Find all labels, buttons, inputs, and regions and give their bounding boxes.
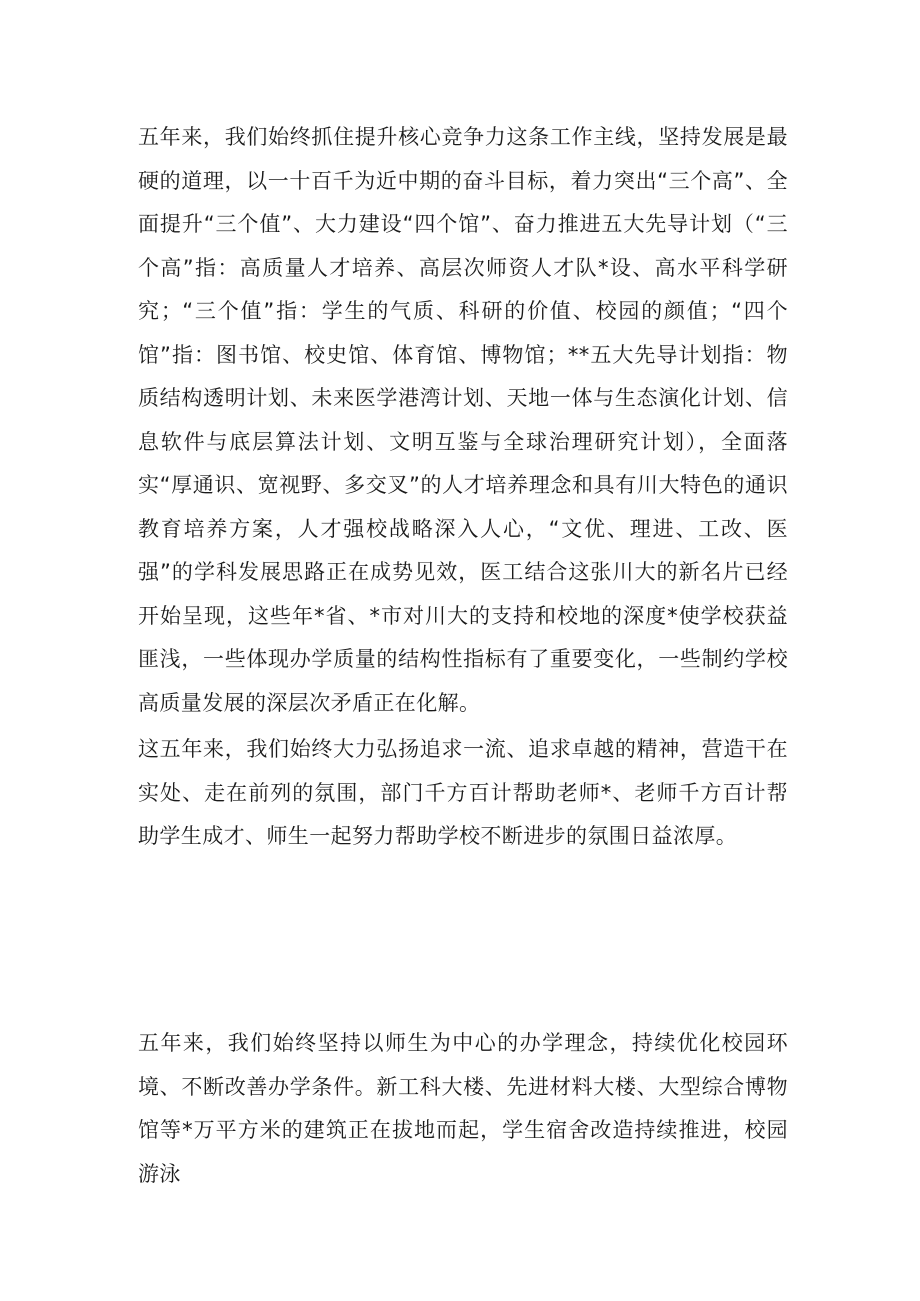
paragraph-core-competitiveness: 五年来，我们始终抓住提升核心竞争力这条工作主线，坚持发展是最硬的道理，以一十百千为近中期的奋斗目标，着力突出“三个高”、全面提升“三个值”、大力建设“四个馆”、奋力推进五大先导计划（“三个高”指：高质量人才培养、高层次师资人才队*设、高水平科学研究；“三个值”指：学生的气质、科研的价值、校园的颜值；“四个馆”指：图书馆、校史馆、体育馆、博物馆；**五大先导计划指：物质结构透明计划、未来医学港湾计划、天地一体与生态演化计划、信息软件与底层算法计划、文明互鉴与全球治理研究计划），全面落实“厚通识、宽视野、多交叉”的人才培养理念和具有川大特色的通识教育培养方案，人才强校战略深入人心，“文优、理进、工改、医强”的学科发展思路正在成势见效，医工结合这张川大的新名片已经开始呈现，这些年*省、*市对川大的支持和校地的深度*使学校获益匪浅，一些体现办学质量的结构性指标有了重要变化，一些制约学校高质量发展的深层次矛盾正在化解。 bbox=[138, 125, 788, 715]
paragraph-spirit-of-excellence: 这五年来，我们始终大力弘扬追求一流、追求卓越的精神，营造干在实处、走在前列的氛围，部门千方百计帮助老师*、老师千方百计帮助学生成才、师生一起努力帮助学校不断进步的氛围日益浓厚。 bbox=[138, 737, 788, 848]
paragraph-campus-environment: 五年来，我们始终坚持以师生为中心的办学理念，持续优化校园环境、不断改善办学条件。新工科大楼、先进材料大楼、大型综合博物馆等*万平方米的建筑正在拔地而起，学生宿舍改造持续推进，校园游泳 bbox=[138, 1031, 788, 1186]
document-body bbox=[138, 116, 788, 1186]
